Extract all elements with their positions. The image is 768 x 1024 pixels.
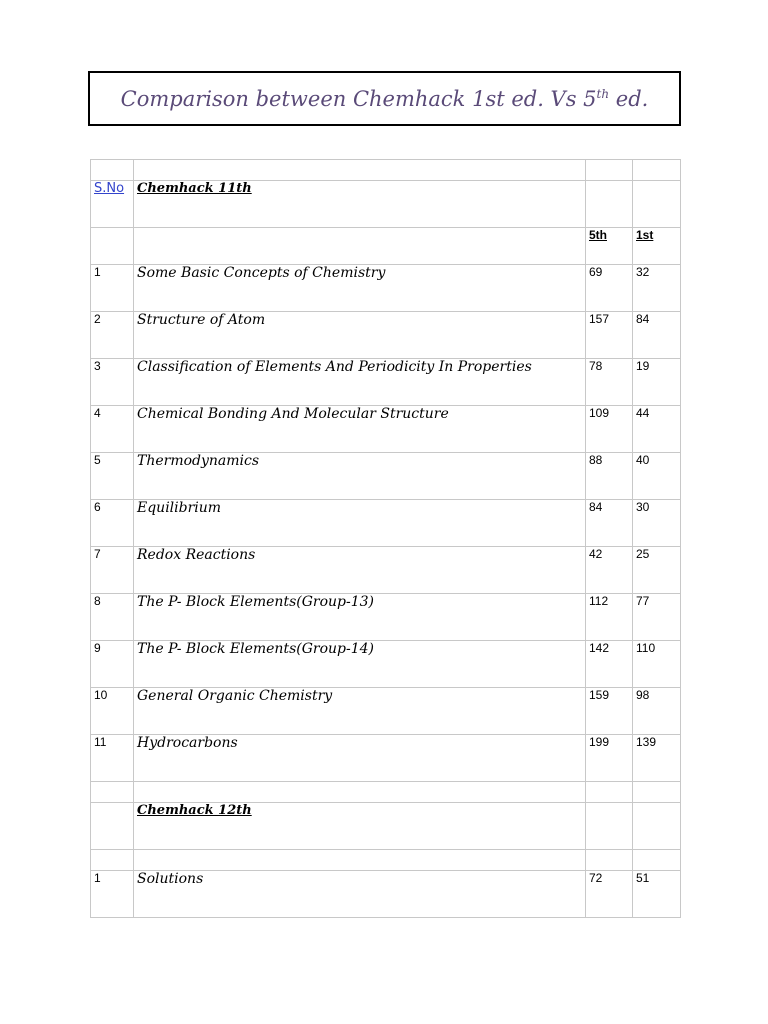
table-row bbox=[91, 547, 681, 594]
table-row bbox=[91, 453, 681, 500]
row-sno: 2 bbox=[91, 312, 134, 359]
row-1st-value: 77 bbox=[633, 594, 681, 641]
spacer-row bbox=[91, 160, 681, 181]
sno-header[interactable]: S.No bbox=[91, 181, 134, 228]
row-5th-value: 72 bbox=[586, 871, 633, 918]
row-sno: 4 bbox=[91, 406, 134, 453]
row-chapter: Classification of Elements And Periodicity In Properties bbox=[134, 359, 586, 406]
row-chapter: Some Basic Concepts of Chemistry bbox=[134, 265, 586, 312]
row-5th-value: 159 bbox=[586, 688, 633, 735]
table-row bbox=[91, 312, 681, 359]
table-row bbox=[91, 641, 681, 688]
title-main: Comparison between Chemhack 1st ed. Vs 5 bbox=[120, 86, 597, 111]
row-1st-value: 84 bbox=[633, 312, 681, 359]
row-sno: 11 bbox=[91, 735, 134, 782]
row-5th-value: 88 bbox=[586, 453, 633, 500]
row-chapter: The P- Block Elements(Group-14) bbox=[134, 641, 586, 688]
row-1st-value: 110 bbox=[633, 641, 681, 688]
row-sno: 7 bbox=[91, 547, 134, 594]
row-1st-value: 98 bbox=[633, 688, 681, 735]
section-title-11th: Chemhack 11th bbox=[134, 181, 586, 228]
table-row bbox=[91, 594, 681, 641]
row-5th-value: 42 bbox=[586, 547, 633, 594]
row-chapter: Chemical Bonding And Molecular Structure bbox=[134, 406, 586, 453]
row-chapter: The P- Block Elements(Group-13) bbox=[134, 594, 586, 641]
row-5th-value: 199 bbox=[586, 735, 633, 782]
edition-header-row bbox=[91, 228, 681, 265]
page-title bbox=[121, 87, 649, 111]
row-sno: 8 bbox=[91, 594, 134, 641]
row-1st-value: 44 bbox=[633, 406, 681, 453]
table-row bbox=[91, 735, 681, 782]
row-chapter: Thermodynamics bbox=[134, 453, 586, 500]
col-header-1st: 1st bbox=[633, 228, 681, 265]
table-row bbox=[91, 688, 681, 735]
row-sno: 6 bbox=[91, 500, 134, 547]
col-header-5th: 5th bbox=[586, 228, 633, 265]
title-box bbox=[88, 71, 681, 126]
row-1st-value: 30 bbox=[633, 500, 681, 547]
row-chapter: Hydrocarbons bbox=[134, 735, 586, 782]
row-5th-value: 112 bbox=[586, 594, 633, 641]
row-1st-value: 25 bbox=[633, 547, 681, 594]
row-sno: 3 bbox=[91, 359, 134, 406]
row-sno: 1 bbox=[91, 871, 134, 918]
row-5th-value: 157 bbox=[586, 312, 633, 359]
comparison-table bbox=[90, 159, 681, 918]
row-chapter: Redox Reactions bbox=[134, 547, 586, 594]
row-sno: 5 bbox=[91, 453, 134, 500]
table-row bbox=[91, 871, 681, 918]
row-1st-value: 40 bbox=[633, 453, 681, 500]
row-chapter: Equilibrium bbox=[134, 500, 586, 547]
title-superscript: th bbox=[596, 86, 610, 101]
row-5th-value: 78 bbox=[586, 359, 633, 406]
row-sno: 9 bbox=[91, 641, 134, 688]
row-1st-value: 51 bbox=[633, 871, 681, 918]
row-1st-value: 19 bbox=[633, 359, 681, 406]
row-sno: 10 bbox=[91, 688, 134, 735]
row-chapter: General Organic Chemistry bbox=[134, 688, 586, 735]
row-5th-value: 109 bbox=[586, 406, 633, 453]
table-row bbox=[91, 406, 681, 453]
row-1st-value: 139 bbox=[633, 735, 681, 782]
table-row bbox=[91, 265, 681, 312]
row-5th-value: 69 bbox=[586, 265, 633, 312]
row-chapter: Structure of Atom bbox=[134, 312, 586, 359]
table-row bbox=[91, 500, 681, 547]
spacer-row bbox=[91, 850, 681, 871]
section-header-row bbox=[91, 803, 681, 850]
row-sno: 1 bbox=[91, 265, 134, 312]
section-title-12th: Chemhack 12th bbox=[134, 803, 586, 850]
section-header-row bbox=[91, 181, 681, 228]
title-end: ed. bbox=[609, 86, 649, 111]
row-1st-value: 32 bbox=[633, 265, 681, 312]
row-5th-value: 142 bbox=[586, 641, 633, 688]
row-chapter: Solutions bbox=[134, 871, 586, 918]
row-5th-value: 84 bbox=[586, 500, 633, 547]
spacer-row bbox=[91, 782, 681, 803]
table-row bbox=[91, 359, 681, 406]
